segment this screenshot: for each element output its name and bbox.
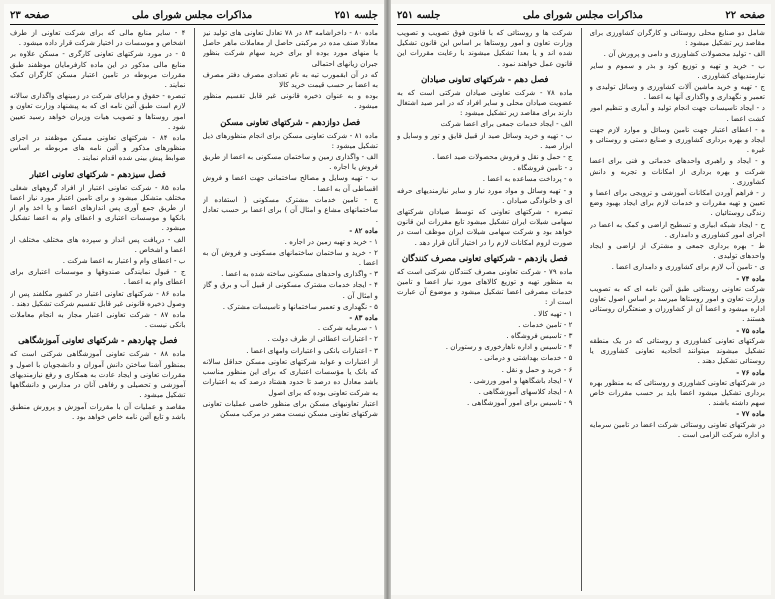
paragraph: ب - خرید و تهیه و توزیع کود و بذر و سموم و سایر نیازمندیهای کشاورزی . [589, 60, 765, 80]
left-page-column-right [203, 28, 379, 591]
chapter-heading: فصل دوازدهم - شرکتهای تعاونی مسکن [220, 116, 361, 127]
paragraph: ۱ - خرید و تهیه زمین در اجاره . [284, 236, 378, 246]
right-page-number: صفحه ۲۲ [725, 9, 765, 21]
paragraph: شامل دو صنایع محلی روستائی و کارگران کشاورزی برای مقاصد زیر تشکیل میشود : [589, 28, 765, 48]
paragraph: الف - دریافت پس انداز و سپرده های مختلف مختلف از اعضا و اشخاص . [10, 234, 186, 254]
paragraph: تبصره - حقوق و مزایای شرکت در زمینهای واگذاری سالانه لازم است طبق آئین نامه ای که به پیشنهاد وزارت تعاون و امور روستاها و تصویب هیات وزیران خواهد رسید تعیین شود . [10, 91, 186, 131]
left-page [4, 4, 384, 595]
chapter-heading: فصل یازدهم - شرکتهای تعاونی مصرف کنندگان [401, 252, 568, 263]
paragraph: ماده ۸۷ - شرکت تعاونی اعتبار مجاز به انجام معاملات بانکی نیست . [10, 310, 186, 330]
paragraph: الف - تولید محصولات کشاورزی و دامی و پرورش آن . [603, 49, 765, 59]
left-page-number: صفحه ۲۳ [10, 9, 50, 21]
chapter-heading: فصل سیزدهم - شرکتهای تعاونی اعتبار [29, 168, 166, 179]
paragraph: ۳ - واگذاری واحدهای مسکونی ساخته شده به اعضا . [221, 269, 378, 279]
paragraph: ماده ۷۸ - شرکت تعاونی صیادان شرکتی است که به عضویت صیادان محلی و سایر افراد که در امر صید اشتغال دارند برای مقاصد زیر تشکیل میشود : [397, 87, 573, 118]
paragraph: در شرکتهای تعاونی روستائی شرکت اعضا در تامین سرمایه و اداره شرکت الزامی است . [589, 419, 765, 439]
paragraph: ماده ۸۶ - شرکتهای تعاونی اعتبار در کشور مکلفند پس از وصول ذخیره قانونی غیر قابل تقسیم شرکت تشکیل دهند . [10, 288, 186, 308]
right-page-header [397, 6, 765, 25]
paragraph: تبصره - شرکتهای تعاونی که توسط صیادان شرکتهای سهامی شیلات ایران تشکیل میشود تابع مقررات این قانون خواهد بود و شرکت سهامی شیلات ایران موظف است در صورت لزوم امکانات لازم را در اختیار آنان قرار دهد . [397, 207, 573, 247]
article-label: ماده ۸۲ - [349, 226, 378, 236]
paragraph: ج - قبول نمایندگی صندوقها و موسسات اعتباری برای اعطای وام به اعضا . [10, 267, 186, 287]
column-divider [581, 28, 582, 591]
article-label: ماده ۸۳ - [349, 313, 378, 323]
paragraph: ج - حمل و نقل و فروش محصولات صید اعضا . [432, 152, 573, 162]
paragraph: و - ایجاد و راهبری واحدهای خدماتی و فنی برای اعضا شرکت و بهره برداری از امکانات و تجربه و دانش کشاورزی . [589, 156, 765, 186]
paragraph: ز - فراهم آوردن امکانات آموزشی و ترویجی برای اعضا و تعیین و تهیه مقررات و خدمات لازم برای ایجاد بهبود وضع زندگی روستائیان . [589, 188, 765, 218]
paragraph: ۹ - تاسیس برای امور آموزشگاهی . [467, 398, 573, 408]
column-divider [194, 28, 195, 591]
paragraph: الف - واگذاری زمین و ساختمان مسکونی به اعضا از طریق فروش یا اجاره . [202, 152, 378, 172]
chapter-heading: فصل دهم - شرکتهای تعاونی صیادان [421, 73, 549, 84]
paragraph: ۵ - در مورد شرکتهای تعاونی کارگری - مسکن علاوه بر منابع مالی مذکور در این ماده کارفرمایان موظفند طبق مقررات مربوطه در تامین اعتبار مسکن کارگران کمک نمایند . [10, 49, 186, 90]
right-page-column-right [590, 28, 766, 591]
right-page-session: جلسه ۲۵۱ [397, 9, 441, 21]
paragraph: ه - اعطای اعتبار جهت تامین وسائل و موارد لازم جهت ایجاد و بهره برداری کشاورزی و صنایع دستی و روستائی و غیره . [589, 124, 765, 155]
paragraph: ۴ - ایجاد خدمات مشترک مسکونی از قبیل آب و برق و گاز و امثال آن . [202, 280, 378, 300]
paragraph: ج - تهیه و خرید ماشین آلات کشاورزی و وسائل تولیدی و تعمیر و نگهداری و واگذاری آنها به اعضا . [589, 82, 765, 102]
paragraph: مقاصد و عملیات آن با مقررات آموزش و پرورش منطبق باشد و تابع آئین نامه خاص خواهد بود . [10, 401, 186, 421]
right-page-column-left [397, 28, 573, 591]
book-gutter [384, 0, 391, 599]
paragraph: ج - تامین خدمات مشترک مسکونی ( استفاده از ساختمانهای مشاع و امثال آن ) برای اعضا بر حسب تعادل . [202, 194, 378, 225]
paragraph: ۲ - خرید و ساختمان ساختمانهای مسکونی و فروش آن به اعضا . [202, 247, 378, 268]
paragraph: ۷ - ایجاد باشگاهها و امور ورزشی . [469, 375, 573, 385]
paragraph: ب - تهیه و خرید وسائل صید از قبیل قایق و تور و وسایل و ابزار صید . [397, 130, 573, 150]
paragraph: الف - ایجاد خدمات جمعی برای اعضا شرکت [440, 119, 573, 129]
paragraph: ه - پرداخت مساعده به اعضا . [482, 174, 573, 184]
paragraph: د - ایجاد تاسیسات جهت انجام تولید و آبیاری و تنظیم امور کشت اعضا . [589, 103, 765, 123]
left-page-session: جلسه ۲۵۱ [334, 9, 378, 21]
paragraph: ی - تامین آب لازم برای کشاورزی و دامداری اعضا . [611, 262, 765, 272]
paragraph: از اعتبارات و عواید شرکتهای تعاونی مسکن حداقل سالانه که بانک یا مؤسسات اعتباری که برای این منظور مناسب باشد معادل ده درصد تا حدود هشتاد درصد که به اعتبارات به شرکت تعاونی بوده که برای اصول [202, 356, 378, 397]
right-page-title: مذاکرات مجلس شورای ملی [522, 9, 643, 21]
paragraph: ماده ۸۸ - شرکت تعاونی آموزشگاهی شرکتی است که بمنظور آشنا ساختن دانش آموزان و دانشجویان با اصول و مقررات تعاونی و ایجاد عادت به همکاری و رفع نیازمندیهای آموزشی و تحصیلی و رفاهی آنان در مدارس و دانشگاهها تشکیل میشود . [10, 349, 186, 400]
left-page-column-left [10, 28, 186, 591]
article-label: ماده ۷۵ - [736, 325, 765, 335]
paragraph: ماده ۷۹ - شرکت تعاونی مصرف کنندگان شرکتی است که به منظور تهیه و توزیع کالاهای مورد نیاز اعضا و تامین خدمات مصرفی اعضا تشکیل میشود و موضوع آن عبارت است از : [397, 266, 573, 307]
paragraph: ماده ۸۱ - شرکت تعاونی مسکن برای انجام منظورهای ذیل تشکیل میشود : [202, 130, 378, 150]
paragraph: ح - ایجاد شبکه ابیاری و تسطیح اراضی و کمک به اعضا در اجرای امور کشاورزی و دامداری . [589, 219, 765, 239]
paragraph: ۴ - تاسیس و اداره ناهارخوری و رستوران . [445, 342, 573, 352]
paragraph: ۶ - خرید و حمل و نقل . [501, 364, 573, 374]
paragraph: اعتبار تعاونیهای مسکن برای منظور خاصی عملیات تعاونی شرکتهای تعاونی مسکن نیست مضر در مرکب مسکن [202, 398, 378, 418]
right-page [391, 4, 771, 595]
paragraph: ۲ - اعتبارات اعطائی از طرف دولت . [267, 334, 378, 344]
paragraph: ۳ - اعتبارات بانکی و اعتبارات وامهای اعضا . [246, 345, 378, 355]
left-page-title: مذاکرات مجلس شورای ملی [132, 9, 253, 21]
paragraph: ۵ - خدمات بهداشتی و درمانی . [479, 353, 573, 363]
paragraph: شرکت ها و روستائی که با قانون فوق تصویب و تصویب وزارت تعاون و امور روستاها بر اساس این قانون تشکیل شده اند و یا بعدا تشکیل میشوند با رعایت مقررات این قانون عمل خواهند نمود . [397, 28, 573, 68]
paragraph: ماده ۸۰ - داخراشامه ۸۳ در ۷۸ تعادل تعاونی های تولید نیز معادلا صنف مده در مرکبتی حاصل از معاملات ماهر حاصل با منهای مورد بوده او برای خرید سهام شرکت بنظور جبران زیانهای احتمالی [202, 28, 378, 68]
paragraph: ۴ - سایر منابع مالی که برای شرکت تعاونی از طرف اشخاص و موسسات در اختیار شرکت قرار داده میشود . [10, 28, 186, 48]
paragraph: ۵ - نگهداری و تعمیر ساختمانها و تاسیسات مشترک . [222, 301, 378, 311]
paragraph: د - تامین فروشگاه . [512, 163, 573, 173]
left-page-header [10, 6, 378, 25]
paragraph: در شرکتهای تعاونی کشاورزی و روستائی که به منظور بهره برداری تشکیل میشود اعضا باید بر حسب مقررات خاص سهم داشته باشند . [589, 377, 765, 408]
paragraph: و - تهیه وسائل و مواد مورد نیاز و سایر نیازمندیهای حرفه ای و خانوادگی صیادان . [397, 185, 573, 205]
article-label: ماده ۷۶ - [736, 367, 765, 377]
article-label: ماده ۷۴ - [736, 273, 765, 283]
paragraph: شرکتهای تعاونی کشاورزی و روستائی که در یک منطقه تشکیل میشوند میتوانند اتحادیه تعاونی کشاورزی یا روستائی تشکیل دهند . [589, 335, 765, 366]
paragraph: بوده و به عنوان ذخیره قانونی غیر قابل تقسیم منظور میشود . [202, 91, 378, 111]
article-label: ماده ۷۷ - [736, 409, 765, 419]
paragraph: ماده ۸۴ - شرکتهای تعاونی مسکن موظفند در اجرای منظورهای مذکور و آئین نامه های مربوطه بر اساس ضوابط پیش بینی شده اقدام نمایند . [10, 133, 186, 163]
paragraph: شرکت تعاونی روستائی طبق آئین نامه ای که به تصویب وزارت تعاون و امور روستاها میرسد بر اساس اصول تعاون اداره میشود و اعضا آن از کشاورزان و صنعتگران روستائی هستند . [589, 283, 765, 324]
paragraph: ۸ - ایجاد کلاسهای آموزشگاهی . [478, 387, 573, 397]
paragraph: ۱ - سرمایه شرکت . [317, 323, 378, 333]
paragraph: ۱ - تهیه کالا . [533, 308, 573, 318]
paragraph: ب - تهیه وسایل و مصالح ساختمانی جهت اعضا و فروش اقساطی آن به اعضا . [202, 173, 378, 193]
paragraph: که در آن ابقمورب تیه به نام تعدادی مصرف دفتر مصرف به اعضا بر حسب قیمت خرید کالا [202, 69, 378, 90]
paragraph: ۲ - تامین خدمات . [518, 319, 573, 329]
paragraph: ط - بهره برداری جمعی و مشترک از اراضی و ایجاد واحدهای تولیدی . [589, 241, 765, 261]
paragraph: ماده ۸۵ - شرکت تعاونی اعتبار از افراد گروههای شغلی مختلف متشکل میشود و برای تامین اعتبار مورد نیاز اعضا از طریق جمع آوری پس اندازهای اعضا و یا اخذ وام از بانکها و موسسات اعتباری و اعطای وام به اعضا تشکیل میشود . [10, 182, 186, 233]
paragraph: ب - اعطای وام و اعتبار به اعضا شرکت . [62, 256, 186, 266]
chapter-heading: فصل چهاردهم - شرکتهای تعاونی آموزشگاهی [18, 335, 178, 346]
paragraph: ۳ - تاسیس فروشگاه . [506, 331, 573, 341]
